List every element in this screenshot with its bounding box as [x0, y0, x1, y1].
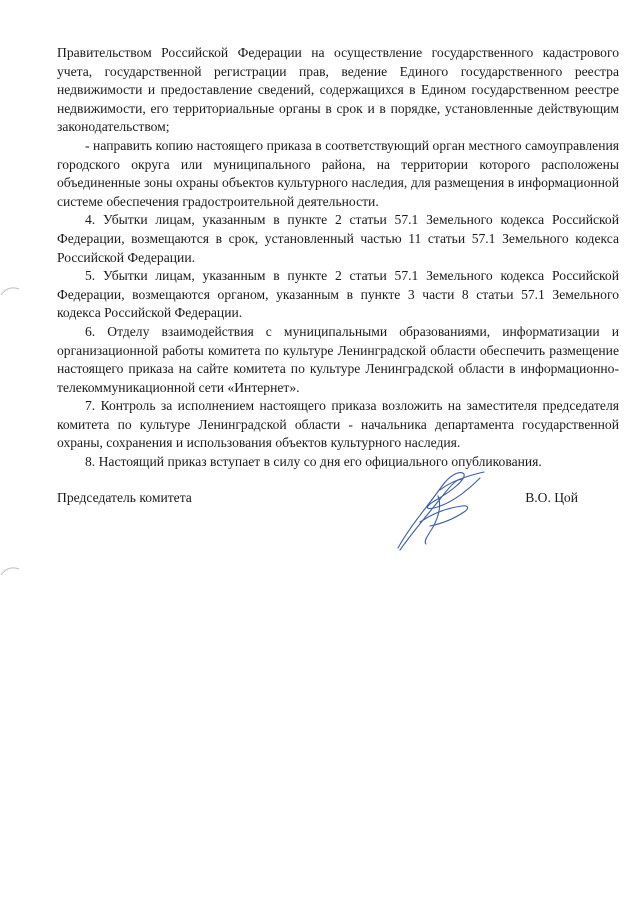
- punch-hole-mark-bottom: [0, 563, 20, 577]
- paragraph-item-5: 5. Убытки лицам, указанным в пункте 2 статьи 57.1 Земельного кодекса Российской Федерации, возмещаются органом, указанным в пункте 3 части 8 статьи 57.1 Земельного кодекса Российской Федерации.: [57, 268, 619, 321]
- signatory-title: Председатель комитета: [57, 490, 192, 505]
- paragraph-item-4: 4. Убытки лицам, указанным в пункте 2 статьи 57.1 Земельного кодекса Российской Федерации, возмещаются в срок, установленный частью 11 статьи 57.1 Земельного кодекса Российской Федерации.: [57, 212, 619, 265]
- handwritten-signature: [380, 466, 490, 556]
- paragraph-send-copy: - направить копию настоящего приказа в соответствующий орган местного самоуправления городского округа или муниципального района, на территории которого расположены объединенные зоны охраны объектов культурного наследия, для размещения в информационной системе обеспечения градостроительной деятельности.: [57, 137, 619, 209]
- paragraph-item-6: 6. Отделу взаимодействия с муниципальными образованиями, информатизации и организационной работы комитета по культуре Ленинградской области обеспечить размещение настоящего приказа на сайте комитета по культуре Ленинградской области в информационно-телекоммуникационной сети «Интернет».: [57, 323, 619, 395]
- paragraph-continuation: Правительством Российской Федерации на осуществление государственного кадастрового учета, государственной регистрации прав, ведение Единого государственного реестра недвижимости и предоставление сведений, содержащихся в Едином государственном реестре недвижимости, его территориальные органы в срок и в порядке, установленные действующим законодательством;: [57, 45, 619, 135]
- signatory-name: В.О. Цой: [525, 490, 578, 505]
- paragraph-item-8: 8. Настоящий приказ вступает в силу со дня его официального опубликования.: [85, 454, 542, 470]
- paragraph-item-7: 7. Контроль за исполнением настоящего приказа возложить на заместителя председателя комитета по культуре Ленинградской области - начальника департамента государственной охраны, сохранения и использования объектов культурного наследия.: [57, 398, 619, 451]
- document-body: [57, 44, 619, 472]
- punch-hole-mark-top: [0, 283, 20, 297]
